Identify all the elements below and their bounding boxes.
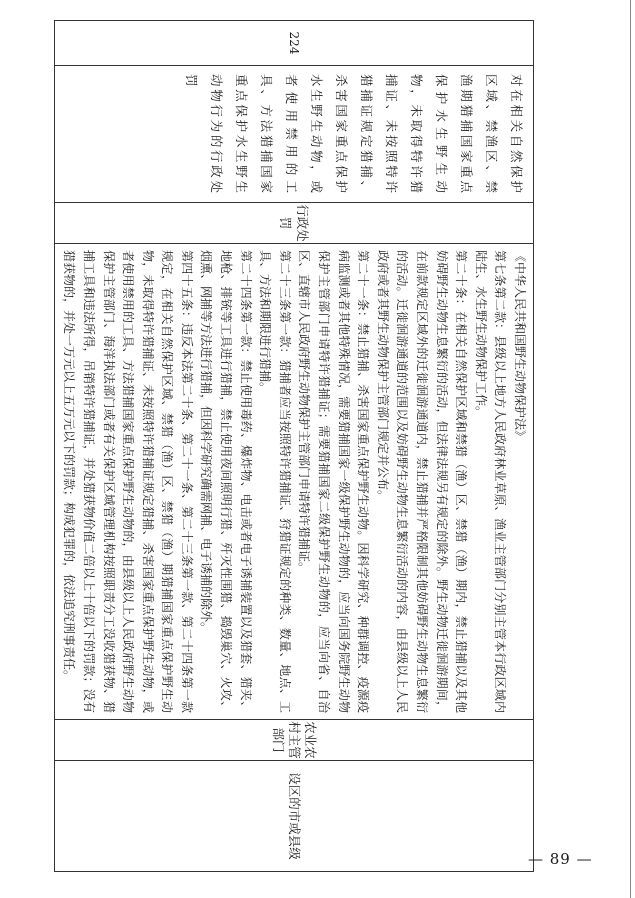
basis-article-7: 第七条第二款：县级以上地方人民政府林业草原、渔业主管部门分别主管本行政区域内陆生、水生野生动物保护工作。 [473, 250, 508, 713]
legal-basis [54, 244, 533, 720]
implementation-level: 设区的市或县级 [54, 761, 533, 872]
page-edge-line [630, 0, 631, 898]
row-number: 224 [54, 21, 533, 66]
rotated-table-container [62, 20, 534, 872]
table-row [54, 21, 533, 872]
power-list-table [54, 20, 534, 872]
responsible-department: 农业农村主管部门 [54, 720, 533, 761]
basis-article-20: 第二十条：在相关自然保护区域和禁猎（渔）区、禁猎（渔）期内，禁止猎捕以及其他妨碍野生动物生息繁衍的活动，但法律法规另有规定的除外。野生动物迁徙洄游期间，在前款规定区域外的迁徙洄游通道内，禁止猎捕并严格限制其他妨碍野生动物生息繁衍的活动。迁徙洄游通道的范围以及妨碍野生动物生息繁衍活动的内容，由县级以上人民政府或者其野生动物保护主管部门规定并公布。 [375, 250, 469, 713]
basis-law-title: 《中华人民共和国野生动物保护法》 [513, 250, 527, 443]
basis-article-24: 第二十四条第一款：禁止使用毒药、爆炸物、电击或者电子诱捕装置以及猎套、猎夹、地枪、排铳等工具进行猎捕，禁止使用夜间照明行猎、歼灭性围猎、捣毁巢穴、火攻、烟熏、网捕等方法进行猎捕，但因科学研究确需网捕、电子诱捕的除外。 [199, 250, 253, 713]
basis-article-45: 第四十五条：违反本法第二十条、第二十一条、第二十三条第一款、第二十四条第一款规定，在相关自然保护区域、禁猎（渔）区、禁猎（渔）期猎捕国家重点保护野生动物，未取得特许猎捕证、未按照特许猎捕证规定猎捕、杀害国家重点保护野生动物，或者使用禁用的工具、方法猎捕国家重点保护野生动物的，由县级以上人民政府野生动物保护主管部门、海洋执法部门或者有关保护区域管理机构按照职责分工没收猎获物、猎捕工具和违法所得，吊销特许猎捕证，并处猎获物价值二倍以上十倍以下的罚款；没有猎获物的，并处一万元以上五万元以下的罚款；构成犯罪的，依法追究刑事责任。 [62, 250, 194, 713]
basis-article-23: 第二十三条第一款：猎捕者应当按照特许猎捕证、狩猎证规定的种类、数量、地点、工具、方法和期限进行猎捕。 [258, 250, 292, 713]
power-type: 行政处罚 [54, 203, 533, 244]
page-number: — 89 — [528, 850, 593, 868]
basis-article-21: 第二十一条：禁止猎捕、杀害国家重点保护野生动物。因科学研究、种群调控、疫源疫病监测或者其他特殊情况，需要猎捕国家一级保护野生动物的，应当向国务院野生动物保护主管部门申请特许猎捕证；需要猎捕国家二级保护野生动物的，应当向省、自治区、直辖市人民政府野生动物保护主管部门申请特许猎捕证。 [297, 250, 371, 713]
item-name: 对在相关自然保护区域、禁渔区、禁渔期猎捕国家重点保护水生野生动物，未取得特许猎捕证、未按照特许猎捕证规定猎捕、杀害国家重点保护水生野生动物，或者使用禁用的工具、方法猎捕国家重点保护水生野生动物行为的行政处罚 [54, 66, 533, 203]
rotated-table-wrapper [62, 20, 534, 872]
